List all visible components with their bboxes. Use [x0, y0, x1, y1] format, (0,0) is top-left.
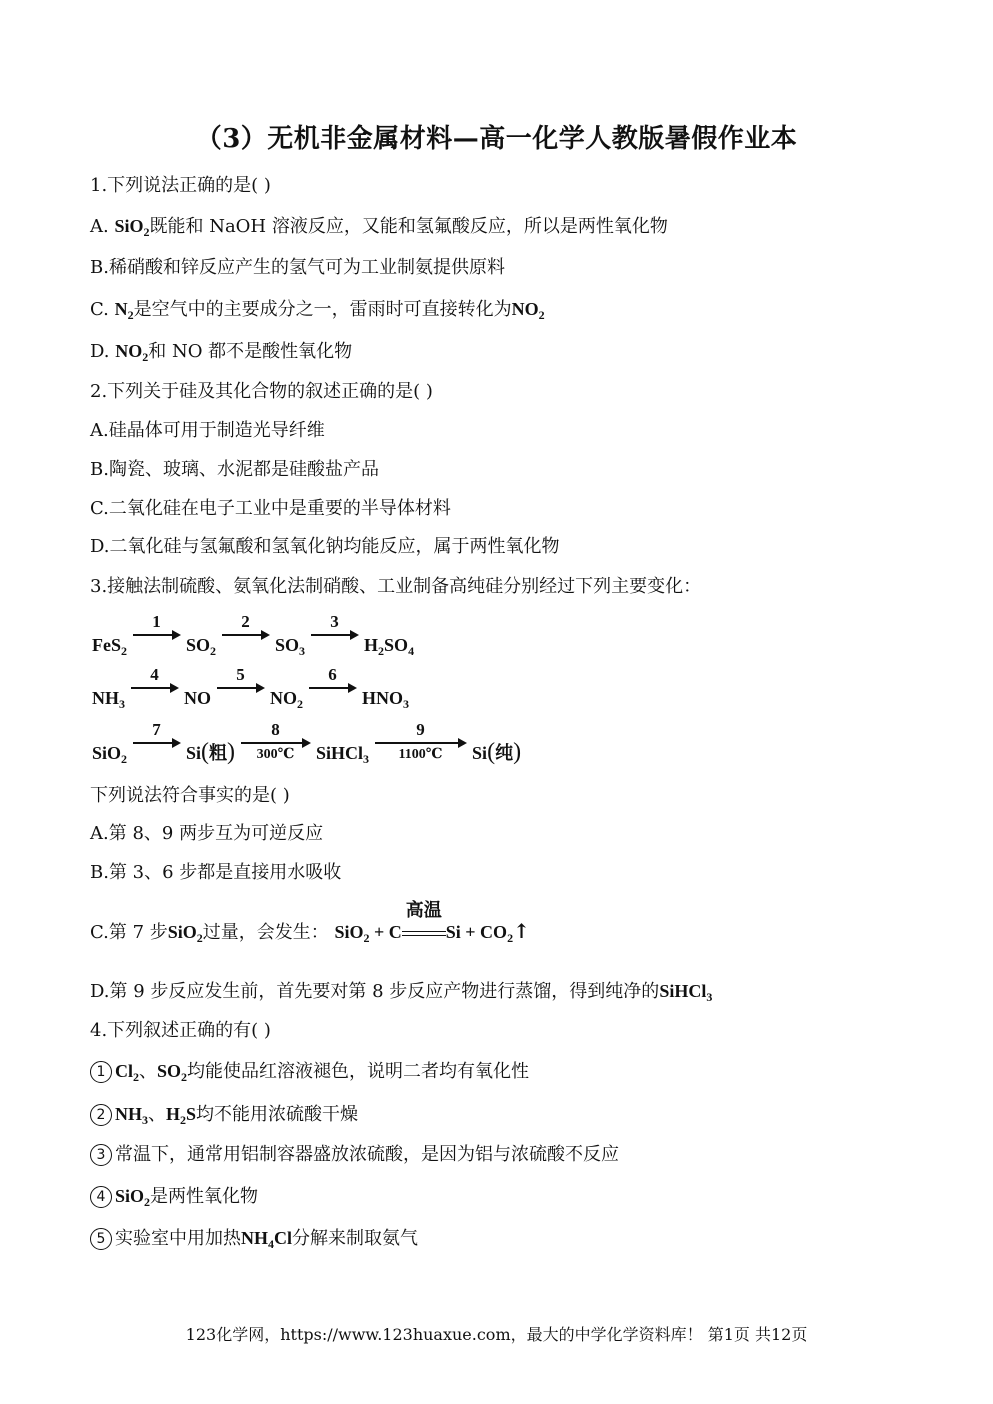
reaction-arrow-3: 3 [311, 613, 359, 657]
q1-stem: 1.下列说法正确的是( ) [90, 175, 271, 196]
q3-ask: 下列说法符合事实的是( ) [90, 785, 290, 806]
q3-stem: 3.接触法制硫酸、氨氧化法制硝酸、工业制备高纯硅分别经过下列主要变化： [90, 576, 702, 597]
reaction-arrow-7: 7 [133, 721, 181, 765]
page-footer: 123化学网，https://www.123huaxue.com，最大的中学化学资料库！ 第1页 共12页 [185, 1325, 808, 1344]
q3-option-c: C.第 7 步SiO$_2$过量，会发生： SiO$_2$ + C 高温 $Si + CO_2↑$ [90, 900, 530, 945]
equilibrium-sign: 高温 [402, 921, 446, 945]
q2-option-b: B.陶瓷、玻璃、水泥都是硅酸盐产品 [90, 459, 379, 480]
q4-item-3: 3 常温下，通常用铝制容器盛放浓硫酸，是因为铝与浓硫酸不反应 [90, 1143, 619, 1167]
q4-item-5: 5 实验室中用加热$NH_4Cl$分解来制取氨气 [90, 1226, 418, 1251]
q4-item-1: 1 $Cl_2$、$SO_2$均能使品红溶液褪色，说明二者均有氧化性 [90, 1059, 529, 1084]
reaction-arrow-5: 5 [217, 666, 265, 710]
reaction-arrow-4: 4 [131, 666, 179, 710]
q2-option-c: C.二氧化硅在电子工业中是重要的半导体材料 [90, 498, 451, 519]
q1-option-b: B.稀硝酸和锌反应产生的氢气可为工业制氨提供原料 [90, 257, 505, 278]
q2-option-a: A.硅晶体可用于制造光导纤维 [90, 420, 325, 441]
q1-option-c: C. $N_2$是空气中的主要成分之一，雷雨时可直接转化为$NO_2$ [90, 299, 545, 322]
q2-option-d: D.二氧化硅与氢氟酸和氢氧化钠均能反应，属于两性氧化物 [90, 536, 560, 557]
q3-option-b: B.第 3、6 步都是直接用水吸收 [90, 862, 342, 883]
q2-stem: 2.下列关于硅及其化合物的叙述正确的是( ) [90, 381, 433, 402]
q1-option-d: D. $NO_2$和 NO 都不是酸性氧化物 [90, 341, 353, 364]
reaction-arrow-8: 8 300℃ [241, 721, 311, 765]
q4-item-2: 2 $NH_3$、$H_2S$均不能用浓硫酸干燥 [90, 1102, 358, 1127]
q1-option-a: A. SiO$_2$既能和 NaOH 溶液反应，又能和氢氟酸反应，所以是两性氧化物 [90, 216, 668, 239]
reaction-chain-nitric-acid: $NH_3$ 4 NO 5 $NO_2$ 6 $HNO_3$ [92, 665, 410, 711]
q4-item-4: 4 SiO$_2$是两性氧化物 [90, 1184, 258, 1209]
q4-stem: 4.下列叙述正确的有( ) [90, 1020, 271, 1041]
reaction-arrow-1: 1 [133, 613, 181, 657]
q3-option-a: A.第 8、9 两步互为可逆反应 [90, 823, 324, 844]
reaction-chain-silicon: SiO$_2$ 7 Si(粗) 8 300℃ SiHCl$_3$ 9 1100℃ Si(纯) [92, 720, 522, 766]
reaction-arrow-6: 6 [309, 666, 357, 710]
reaction-arrow-9: 9 1100℃ [375, 721, 467, 765]
reaction-chain-sulfuric-acid: FeS$_2$ 1 $SO_2$ 2 $SO_3$ 3 $H_2SO_4$ [92, 612, 415, 658]
q3-option-d: D.第 9 步反应发生前，首先要对第 8 步反应产物进行蒸馏，得到纯净的SiHCl$_3$ [90, 981, 713, 1004]
page-title: （3）无机非金属材料—高一化学人教版暑假作业本 [195, 124, 798, 154]
reaction-arrow-2: 2 [222, 613, 270, 657]
